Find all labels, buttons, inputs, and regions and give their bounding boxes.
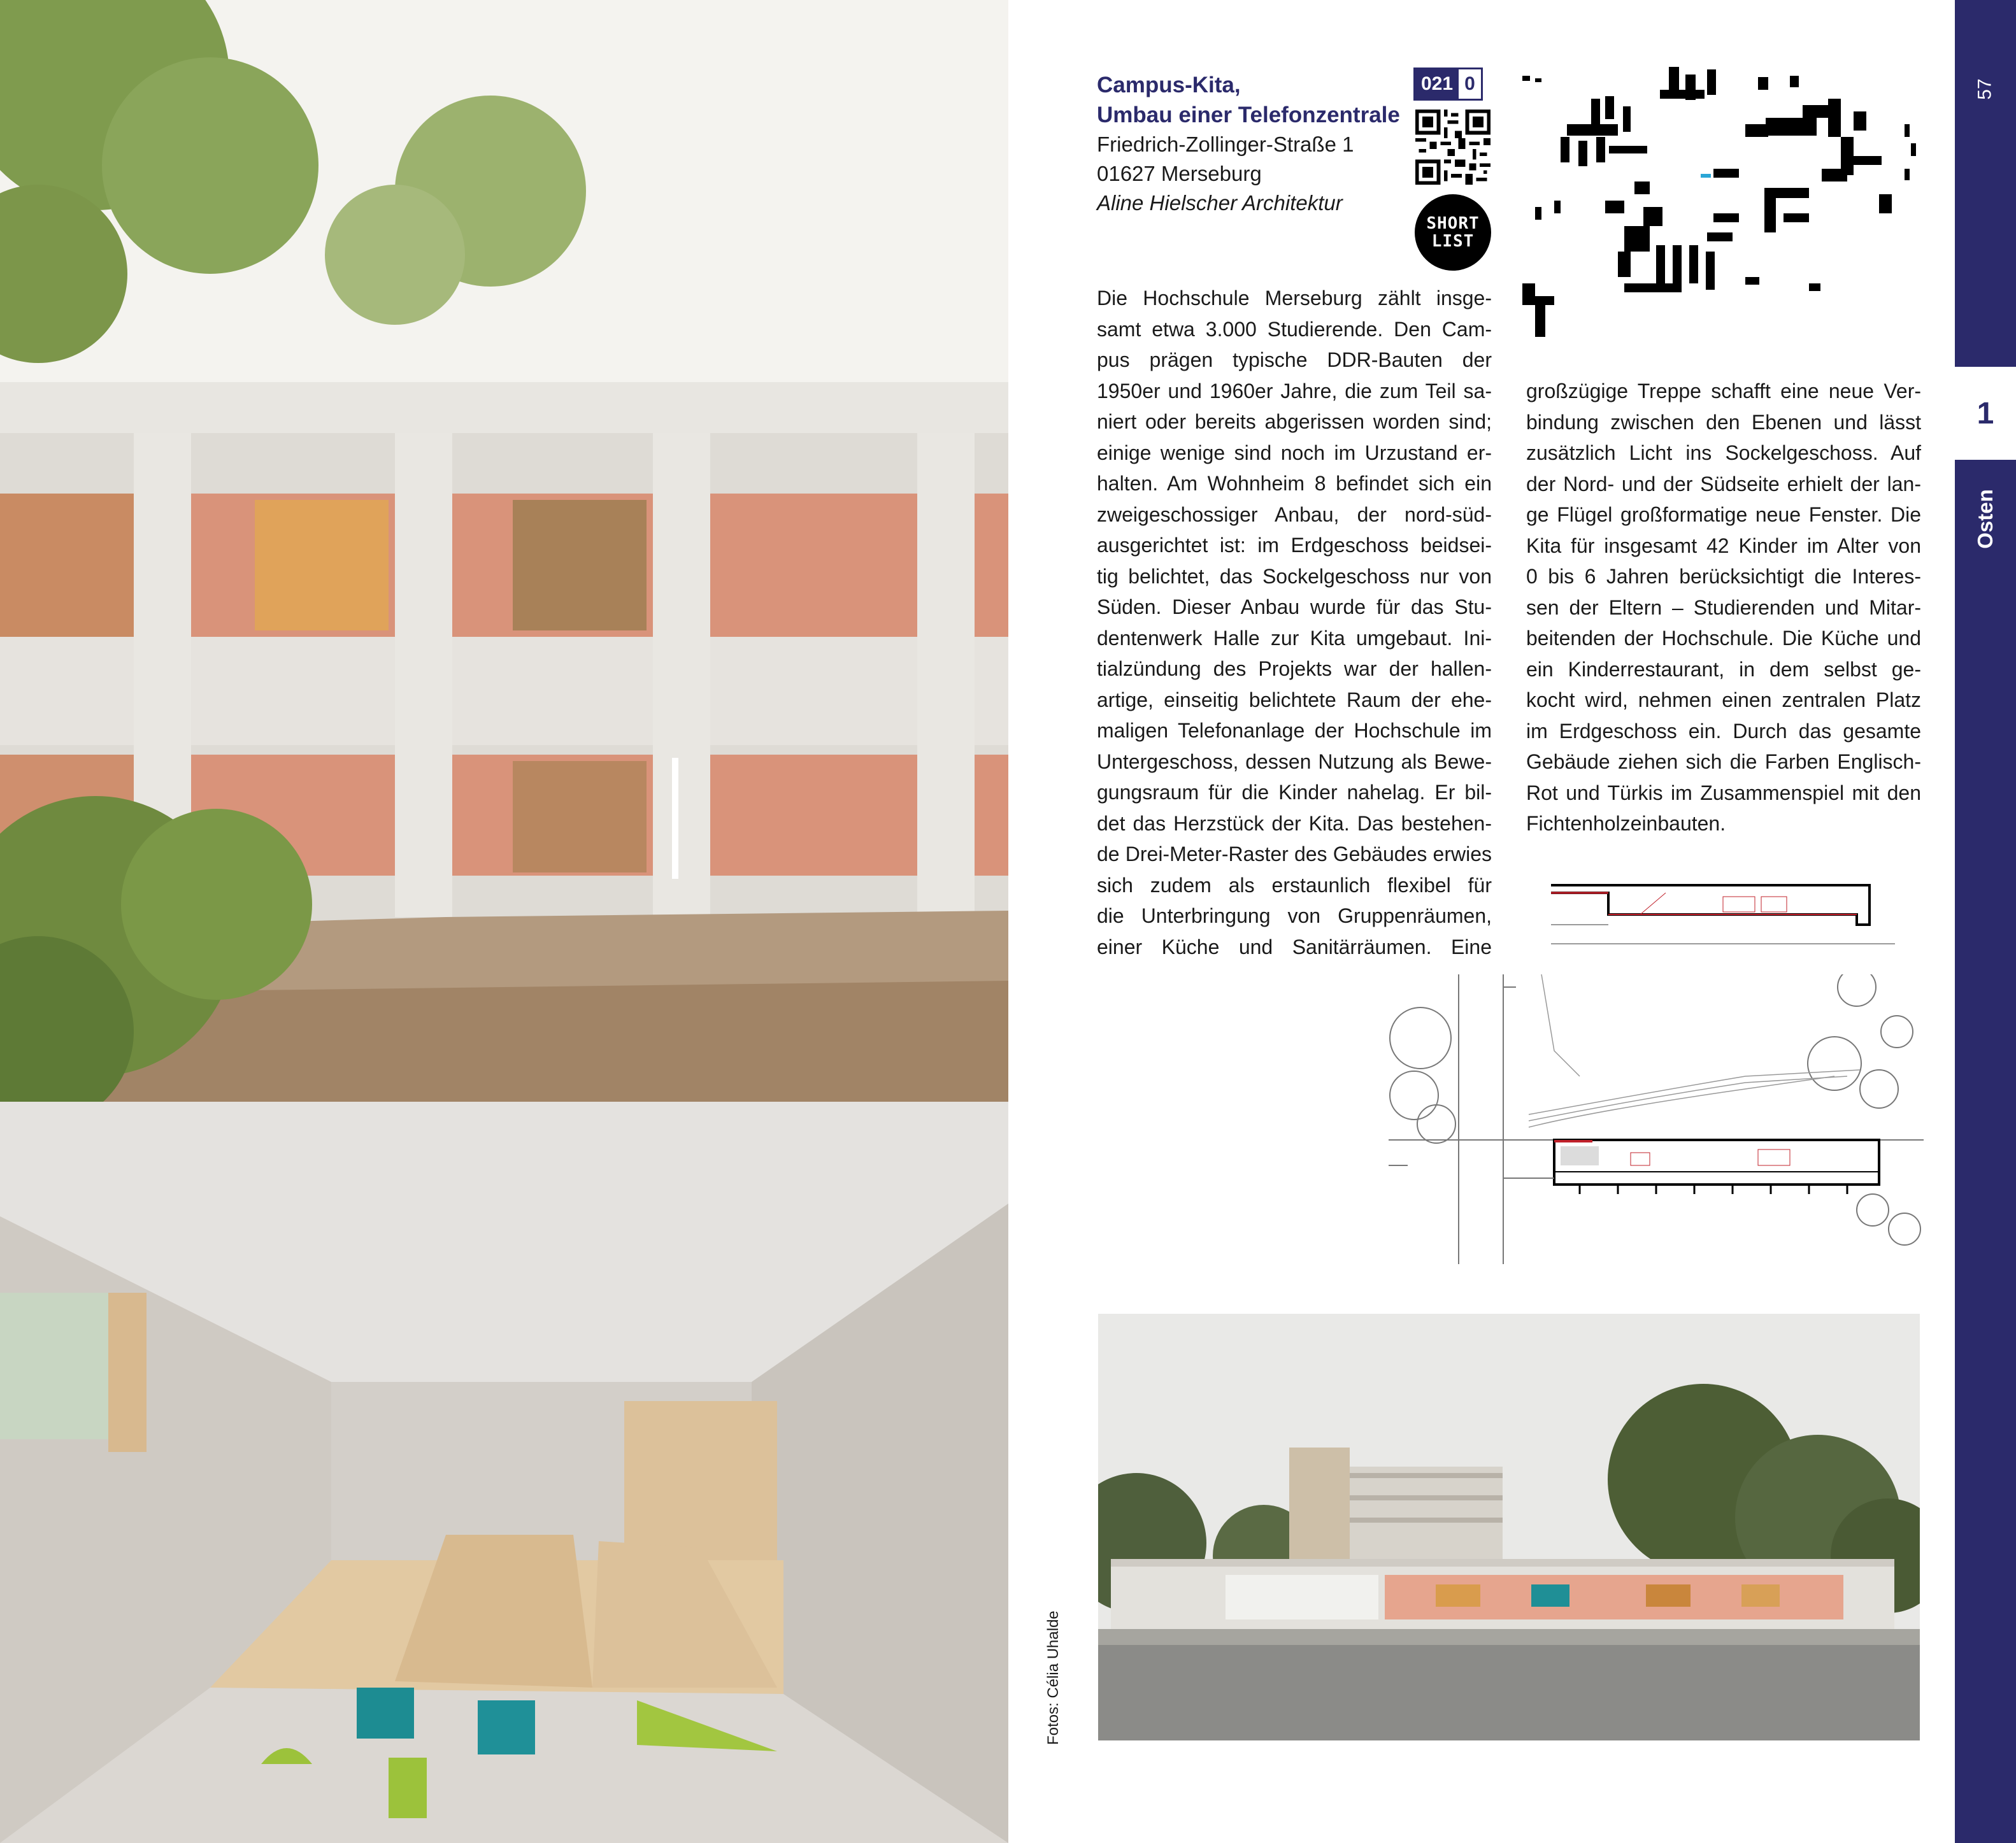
page-number (1955, 64, 2016, 115)
body-line: de Drei-Meter-Raster des Gebäudes erwies (1097, 843, 1492, 865)
article-header (1097, 70, 1403, 218)
chapter-number: 1 (1977, 396, 1994, 431)
site-plan-figure-ground (1522, 60, 1930, 353)
body-line: tig belichtet, das Sockelgeschoss nur von (1097, 564, 1492, 588)
body-column-2 (1526, 376, 1921, 839)
shortlist-badge (1415, 194, 1491, 271)
body-line: großzügige Treppe schafft eine neue Ver- (1526, 380, 1921, 402)
body-line: Fichtenholzeinbauten. (1526, 812, 1726, 835)
page-number-text: 57 (1975, 78, 1996, 100)
project-number-badge (1413, 68, 1483, 101)
body-line: die Unterbringung von Gruppenräumen, (1097, 904, 1492, 927)
shortlist-line2: LIST (1431, 232, 1475, 251)
body-line: beitenden der Hochschule. Die Küche und (1526, 627, 1921, 650)
project-number: 021 (1415, 69, 1459, 99)
article-title-line2: Umbau einer Telefonzentrale (1097, 103, 1400, 127)
exterior-facade-photo (0, 0, 1008, 1102)
building-overview-photo (1098, 1314, 1920, 1740)
article-title-line1: Campus-Kita, (1097, 73, 1241, 97)
body-line: im Erdgeschoss ein. Durch das gesamte (1526, 719, 1921, 743)
body-line: niert oder bereits abgerissen worden sind; (1097, 410, 1492, 433)
body-line: ausgerichtet ist: im Erdgeschoss beidsei- (1097, 534, 1492, 557)
body-line: dentenwerk Halle zur Kita umgebaut. Ini- (1097, 626, 1492, 650)
architect: Aline Hielscher Architektur (1097, 191, 1343, 215)
body-line: einer Küche und Sanitärräumen. Eine (1097, 935, 1492, 958)
body-line: 1950er und 1960er Jahre, die zum Teil sa- (1097, 379, 1492, 402)
body-line: einige wenige sind noch im Urzustand er- (1097, 441, 1492, 464)
address-street: Friedrich-Zollinger-Straße 1 (1097, 132, 1354, 156)
address-city: 01627 Merseburg (1097, 162, 1262, 185)
project-subnumber: 0 (1459, 69, 1481, 99)
building-section-drawing (1551, 880, 1895, 950)
chapter-sidebar (1955, 0, 2016, 1843)
floor-plan-drawing (1389, 974, 1924, 1264)
body-line: ge Flügel großformatige neue Fenster. Die (1526, 503, 1921, 526)
body-line: der Nord- und der Südseite erhielt der lan- (1526, 472, 1921, 495)
body-line: Kita für insgesamt 42 Kinder im Alter von (1526, 534, 1921, 557)
body-line: sich zudem als erstaunlich flexibel für (1097, 873, 1492, 897)
body-line: gungsraum für die Kinder nahelag. Er bil- (1097, 781, 1492, 804)
body-line: maligen Telefonanlage der Hochschule im (1097, 719, 1492, 742)
photo-credit: Fotos: Célia Uhalde (1045, 1611, 1062, 1745)
body-line: zusätzlich Licht ins Sockelgeschoss. Auf (1526, 441, 1921, 464)
body-line: bindung zwischen den Ebenen und lässt (1526, 410, 1921, 434)
section-label-text: Osten (1973, 489, 1997, 549)
body-line: Gebäude ziehen sich die Farben Englisch- (1526, 750, 1921, 773)
body-line: Süden. Dieser Anbau wurde für das Stu- (1097, 595, 1492, 618)
body-line: halten. Am Wohnheim 8 befindet sich ein (1097, 472, 1492, 495)
body-line: pus prägen typische DDR-Bauten der (1097, 348, 1492, 371)
body-line: kocht wird, nehmen einen zentralen Platz (1526, 688, 1921, 711)
body-column-1 (1097, 283, 1492, 962)
qr-code-icon[interactable] (1415, 110, 1491, 185)
site-plan-highlight (1701, 174, 1711, 178)
body-line: sen der Eltern – Studierenden und Mitar- (1526, 595, 1921, 619)
body-line: det das Herzstück der Kita. Das bestehen- (1097, 811, 1492, 835)
body-line: Untergeschoss, dessen Nutzung als Bewe- (1097, 750, 1492, 773)
body-line: samt etwa 3.000 Studierende. Den Cam- (1097, 317, 1492, 341)
shortlist-line1: SHORT (1426, 214, 1480, 233)
body-line: 0 bis 6 Jahren berücksichtigt die Interes- (1526, 565, 1921, 588)
body-line: Rot und Türkis im Zusammenspiel mit den (1526, 781, 1921, 804)
interior-hall-photo (0, 1102, 1008, 1843)
chapter-number-box (1955, 367, 2016, 460)
body-line: Die Hochschule Merseburg zählt insge- (1097, 287, 1492, 310)
section-label (1955, 471, 2016, 567)
body-line: tialzündung des Projekts war der hallen- (1097, 657, 1492, 680)
body-line: zweigeschossiger Anbau, der nord-süd- (1097, 502, 1492, 526)
body-line: artige, einseitig belichtete Raum der ehe- (1097, 688, 1492, 711)
body-line: ein Kinderrestaurant, in dem selbst ge- (1526, 657, 1921, 681)
